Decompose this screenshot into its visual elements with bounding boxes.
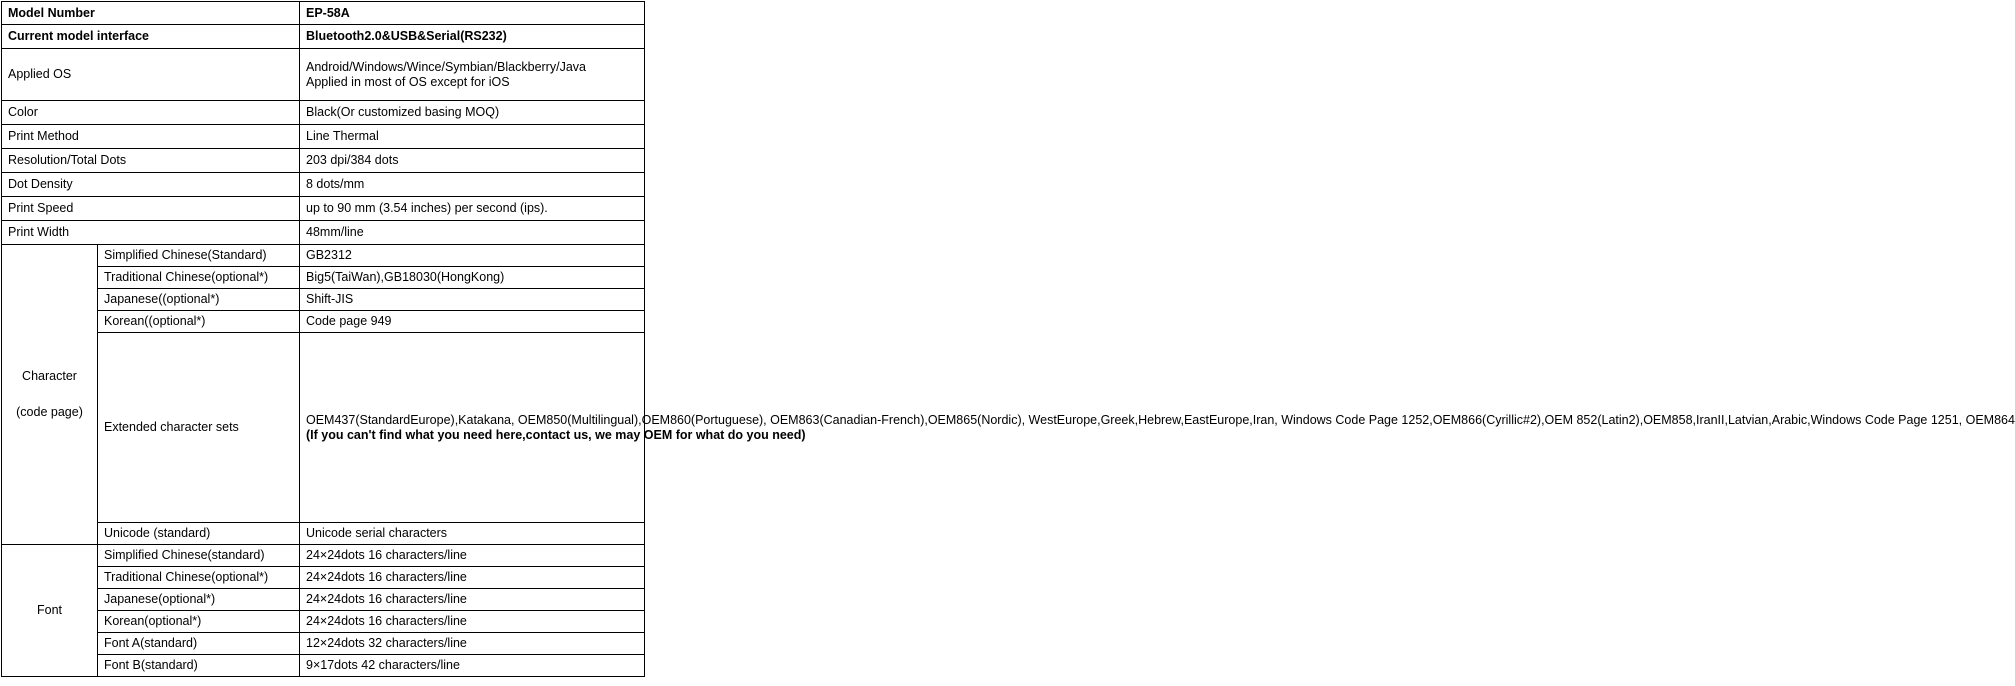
font-item-name: Font B(standard) (98, 655, 300, 677)
spacer (8, 384, 91, 405)
table-row (2, 245, 645, 267)
character-item-value: Code page 949 (300, 311, 645, 333)
extended-charset-name: Extended character sets (98, 333, 300, 523)
print-width-label: Print Width (2, 221, 300, 245)
print-speed-label: Print Speed (2, 197, 300, 221)
table-row (2, 567, 645, 589)
table-row (2, 333, 645, 523)
table-row (2, 149, 645, 173)
table-row (2, 173, 645, 197)
table-row (2, 523, 645, 545)
table-row (2, 311, 645, 333)
character-label-line: (code page) (16, 405, 83, 419)
os-value (300, 49, 645, 101)
table-row (2, 49, 645, 101)
table-row (2, 545, 645, 567)
table-row (2, 101, 645, 125)
character-item-name: Korean((optional*) (98, 311, 300, 333)
unicode-name: Unicode (standard) (98, 523, 300, 545)
table-row (2, 655, 645, 677)
character-item-name: Japanese((optional*) (98, 289, 300, 311)
table-row (2, 611, 645, 633)
character-label-line: Character (22, 369, 77, 383)
table-row (2, 197, 645, 221)
dot-density-value: 8 dots/mm (300, 173, 645, 197)
font-item-value: 24×24dots 16 characters/line (300, 589, 645, 611)
table-row (2, 267, 645, 289)
font-item-value: 24×24dots 16 characters/line (300, 611, 645, 633)
color-label: Color (2, 101, 300, 125)
font-item-name: Font A(standard) (98, 633, 300, 655)
print-method-label: Print Method (2, 125, 300, 149)
table-row (2, 2, 645, 25)
character-group-label (2, 245, 98, 545)
character-item-value: GB2312 (300, 245, 645, 267)
spec-table (1, 1, 2015, 677)
color-value: Black(Or customized basing MOQ) (300, 101, 645, 125)
interface-label: Current model interface (2, 25, 300, 49)
os-value-line: Android/Windows/Wince/Symbian/Blackberry/Java (306, 59, 586, 74)
font-item-name: Korean(optional*) (98, 611, 300, 633)
table-row (2, 221, 645, 245)
font-item-value: 12×24dots 32 characters/line (300, 633, 645, 655)
unicode-value: Unicode serial characters (300, 523, 645, 545)
character-item-value: Shift-JIS (300, 289, 645, 311)
character-item-name: Simplified Chinese(Standard) (98, 245, 300, 267)
model-number-label: Model Number (2, 2, 300, 25)
model-number-value: EP-58A (300, 2, 645, 25)
print-speed-value: up to 90 mm (3.54 inches) per second (ips). (300, 197, 645, 221)
interface-value: Bluetooth2.0&USB&Serial(RS232) (300, 25, 645, 49)
font-item-value: 9×17dots 42 characters/line (300, 655, 645, 677)
font-item-value: 24×24dots 16 characters/line (300, 567, 645, 589)
font-item-value: 24×24dots 16 characters/line (300, 545, 645, 567)
os-value-line: Applied in most of OS except for iOS (306, 74, 510, 89)
font-item-name: Traditional Chinese(optional*) (98, 567, 300, 589)
dot-density-label: Dot Density (2, 173, 300, 197)
table-row (2, 589, 645, 611)
font-group-label: Font (2, 545, 98, 677)
resolution-label: Resolution/Total Dots (2, 149, 300, 173)
extended-charset-value (300, 333, 2015, 523)
extended-charset-list: OEM437(StandardEurope),Katakana, OEM850(Multilingual),OEM860(Portuguese), OEM863(Canadian-French),OEM865(Nordic), WestEurope,Greek,Hebrew,EastEurope,Iran, Windows Code Page 1252,OEM866(Cyrillic#2),OEM 852(Latin2),OEM858,IranII,Latvian,Arabic,Windows Code Page 1251, OEM864 (306, 412, 2015, 427)
print-width-value: 48mm/line (300, 221, 645, 245)
table-row (2, 125, 645, 149)
character-item-value: Big5(TaiWan),GB18030(HongKong) (300, 267, 645, 289)
resolution-value: 203 dpi/384 dots (300, 149, 645, 173)
extended-charset-note: (If you can't find what you need here,contact us, we may OEM for what do you need) (306, 427, 806, 442)
table-row (2, 633, 645, 655)
character-item-name: Traditional Chinese(optional*) (98, 267, 300, 289)
os-label: Applied OS (2, 49, 300, 101)
font-item-name: Japanese(optional*) (98, 589, 300, 611)
font-item-name: Simplified Chinese(standard) (98, 545, 300, 567)
print-method-value: Line Thermal (300, 125, 645, 149)
table-row (2, 25, 645, 49)
table-row (2, 289, 645, 311)
